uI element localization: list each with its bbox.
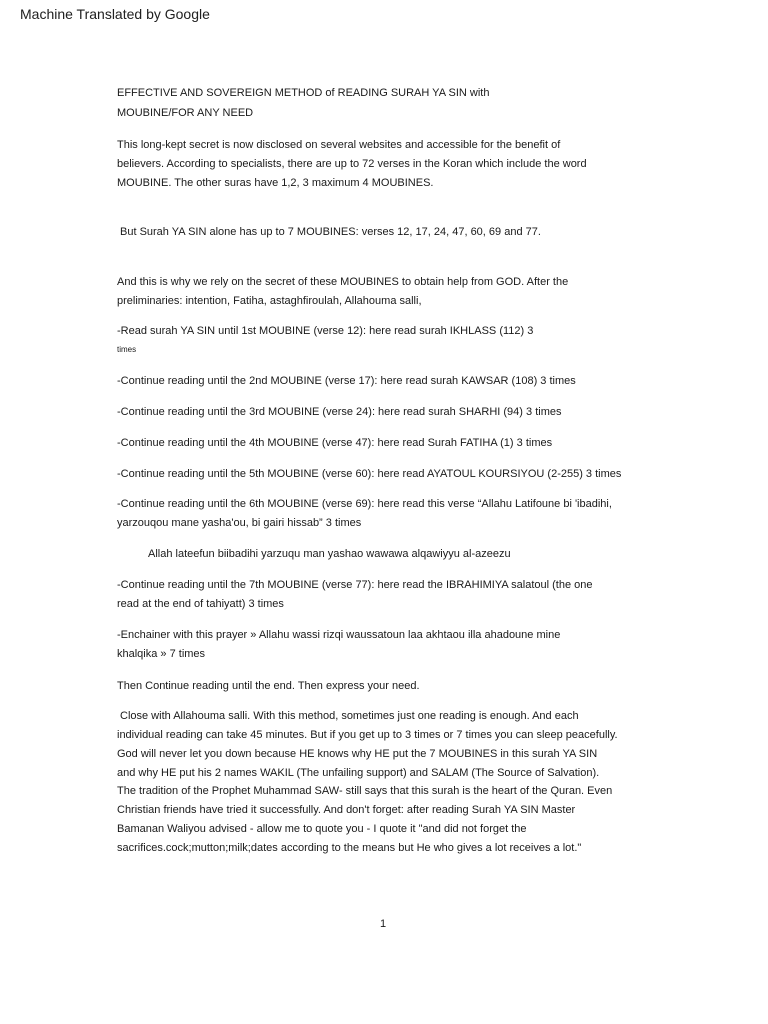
paragraph-secret-line: preliminaries: intention, Fatiha, astaghfiroulah, Allahouma salli, [117,295,422,307]
closing-paragraph-line: Close with Allahouma salli. With this method, sometimes just one reading is enough. And each [120,710,579,722]
closing-paragraph-line: God will never let you down because HE knows why HE put the 7 MOUBINES in this surah YA SIN [117,748,598,760]
step-2: -Continue reading until the 2nd MOUBINE (verse 17): here read surah KAWSAR (108) 3 times [117,375,576,387]
closing-paragraph-line: Bamanan Waliyou advised - allow me to quote you - I quote it "and did not forget the [117,823,527,835]
step-3: -Continue reading until the 3rd MOUBINE (verse 24): here read surah SHARHI (94) 3 times [117,406,562,418]
step-6-line: -Continue reading until the 6th MOUBINE (verse 69): here read this verse “Allahu Latifoune bi 'ibadihi, [117,498,612,510]
closing-paragraph-line: Christian friends have tried it successfully. And don't forget: after reading Surah YA SIN Master [117,804,576,816]
translation-banner: Machine Translated by Google [20,6,210,22]
step-7-line: read at the end of tahiyatt) 3 times [117,598,284,610]
closing-paragraph-line: individual reading can take 45 minutes. But if you get up to 3 times or 7 times you can sleep peacefully. [117,729,618,741]
step-5: -Continue reading until the 5th MOUBINE (verse 60): here read AYATOUL KOURSIYOU (2-255) 3 times [117,468,622,480]
title-line-2: MOUBINE/FOR ANY NEED [117,107,254,119]
closing-paragraph-line: and why HE put his 2 names WAKIL (The unfailing support) and SALAM (The Source of Salvation). [117,767,600,779]
paragraph-secret-line: And this is why we rely on the secret of these MOUBINES to obtain help from GOD. After the [117,276,569,288]
then-continue: Then Continue reading until the end. Then express your need. [117,680,420,692]
step-1: -Read surah YA SIN until 1st MOUBINE (verse 12): here read surah IKHLASS (112) 3 [117,325,534,337]
paragraph-intro-line: believers. According to specialists, there are up to 72 verses in the Koran which include the word [117,158,587,170]
title-line-1: EFFECTIVE AND SOVEREIGN METHOD of READING SURAH YA SIN with [117,87,490,99]
page-number: 1 [380,918,387,930]
closing-paragraph-line: sacrifices.cock;mutton;milk;dates according to the means but He who gives a lot receives a lot." [117,842,582,854]
step-4: -Continue reading until the 4th MOUBINE (verse 47): here read Surah FATIHA (1) 3 times [117,437,553,449]
paragraph-intro-line: MOUBINE. The other suras have 1,2, 3 maximum 4 MOUBINES. [117,177,434,189]
step-7-line: -Continue reading until the 7th MOUBINE (verse 77): here read the IBRAHIMIYA salatoul (the one [117,579,593,591]
step-6-line: yarzouqou mane yasha'ou, bi gairi hissab” 3 times [117,517,362,529]
paragraph-intro-line: This long-kept secret is now disclosed on several websites and accessible for the benefit of [117,139,561,151]
step-1-continuation: times [117,345,137,354]
paragraph-moubines: But Surah YA SIN alone has up to 7 MOUBINES: verses 12, 17, 24, 47, 60, 69 and 77. [120,226,541,238]
arabic-verse-transliteration: Allah lateefun biibadihi yarzuqu man yashao wawawa alqawiyyu al-azeezu [148,548,511,560]
closing-paragraph-line: The tradition of the Prophet Muhammad SAW- still says that this surah is the heart of the Quran. Even [117,785,613,797]
enchain-prayer-line: khalqika » 7 times [117,648,206,660]
enchain-prayer-line: -Enchainer with this prayer » Allahu wassi rizqi waussatoun laa akhtaou illa ahadoune mine [117,629,561,641]
